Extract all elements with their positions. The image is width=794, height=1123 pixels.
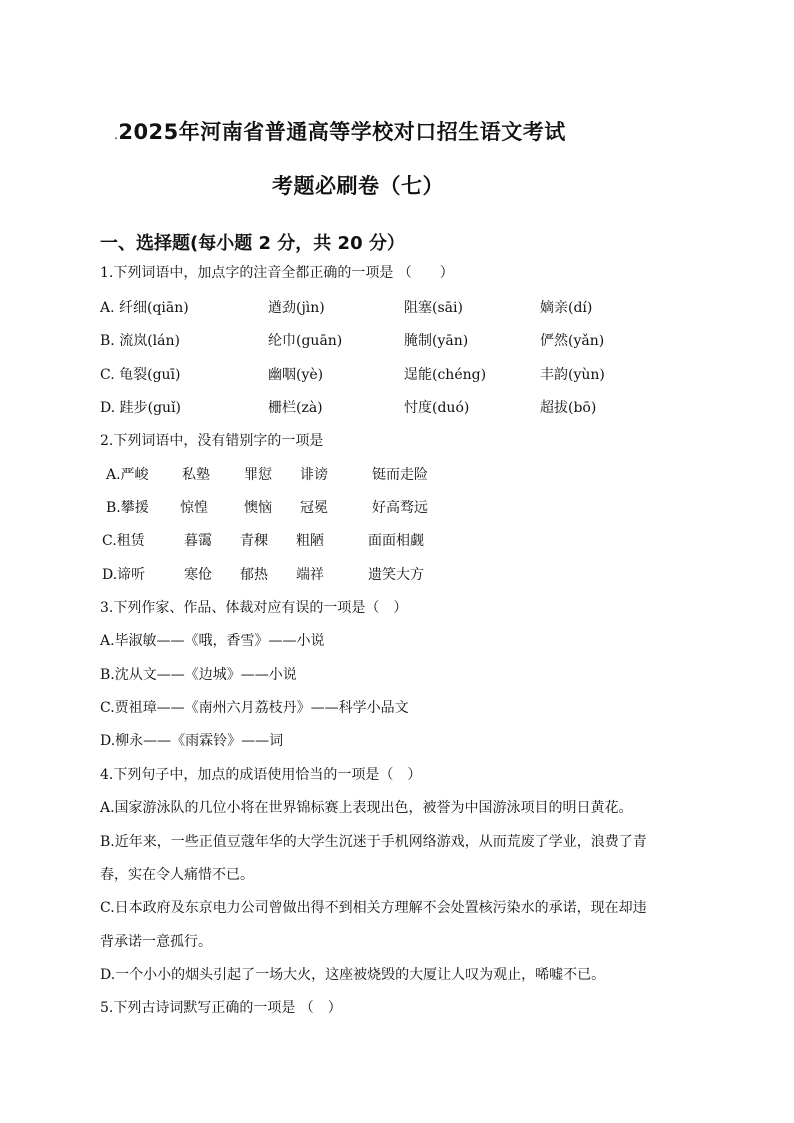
q4-option-d: D.一个小小的烟头引起了一场大火，这座被烧毁的大厦让人叹为观止，唏嘘不已。 xyxy=(100,967,606,983)
q1-a-2: 遒劲(jìn) xyxy=(268,300,325,316)
q1-b-2: 纶巾(guān) xyxy=(268,333,343,349)
q1-a-1: A. 纤细(qiān) xyxy=(100,300,189,316)
q1-a-3: 阻塞(sāi) xyxy=(404,300,463,316)
q1-option-b xyxy=(100,332,740,350)
q1-option-a xyxy=(100,299,740,317)
q3-option-a: A.毕淑敏——《哦，香雪》——小说 xyxy=(100,633,325,649)
title-dot: . xyxy=(114,128,119,142)
q3-stem: 3.下列作家、作品、体裁对应有误的一项是（ ） xyxy=(100,600,408,616)
q1-c-1: C. 龟裂(guī) xyxy=(100,367,181,383)
q1-d-4: 超拔(bō) xyxy=(540,400,597,416)
q2-c-3: 青稞 xyxy=(240,533,268,549)
q3-option-d: D.柳永——《雨霖铃》——词 xyxy=(100,733,284,749)
q1-option-c xyxy=(100,366,740,384)
q2-a-1: A.严峻 xyxy=(106,467,149,483)
q2-d-2: 寒伧 xyxy=(184,567,212,583)
q2-c-1: C.租赁 xyxy=(102,533,145,549)
q2-a-4: 诽谤 xyxy=(300,467,328,483)
exam-title-text: 2025年河南省普通高等学校对口招生语文考试 xyxy=(118,120,566,144)
q2-b-4: 冠冕 xyxy=(300,500,328,516)
q1-a-4: 嫡亲(dí) xyxy=(540,300,593,316)
q1-d-3: 忖度(duó) xyxy=(404,400,470,416)
q2-stem: 2.下列词语中，没有错别字的一项是 xyxy=(100,433,324,449)
q2-d-4: 端祥 xyxy=(296,567,324,583)
q1-b-4: 俨然(yǎn) xyxy=(540,333,605,349)
q1-option-d xyxy=(100,399,740,417)
q4-option-c-line1: C.日本政府及东京电力公司曾做出得不到相关方理解不会处置核污染水的承诺，现在却违 xyxy=(100,900,647,916)
q2-c-4: 粗陋 xyxy=(296,533,324,549)
q3-option-b: B.沈从文——《边城》——小说 xyxy=(100,667,297,683)
q1-stem: 1.下列词语中，加点字的注音全都正确的一项是 （ ） xyxy=(100,265,454,281)
q2-b-5: 好高骛远 xyxy=(372,500,428,516)
q4-option-a: A.国家游泳队的几位小将在世界锦标赛上表现出色，被誉为中国游泳项目的明日黄花。 xyxy=(100,800,633,816)
q4-stem: 4.下列句子中，加点的成语使用恰当的一项是（ ） xyxy=(100,767,422,783)
q1-c-2: 幽咽(yè) xyxy=(268,367,324,383)
q2-c-2: 暮霭 xyxy=(184,533,212,549)
q2-a-2: 私塾 xyxy=(182,467,210,483)
q1-b-1: B. 流岚(lán) xyxy=(100,333,180,349)
exam-title-line1 xyxy=(114,116,566,146)
q2-a-5: 铤而走险 xyxy=(372,467,428,483)
section-heading: 一、选择题(每小题 2 分，共 20 分） xyxy=(100,233,405,254)
q3-option-c: C.贾祖璋——《南州六月荔枝丹》——科学小品文 xyxy=(100,700,409,716)
q2-b-1: B.攀援 xyxy=(106,500,149,516)
q2-b-3: 懊恼 xyxy=(244,500,272,516)
q4-option-b-line2: 春，实在令人痛惜不已。 xyxy=(100,867,254,883)
q2-c-5: 面面相觑 xyxy=(368,533,424,549)
q2-d-1: D.谛听 xyxy=(102,567,146,583)
q4-option-c-line2: 背承诺一意孤行。 xyxy=(100,934,212,950)
exam-title-line2: 考题必刷卷（七） xyxy=(272,174,444,198)
q1-c-4: 丰韵(yùn) xyxy=(540,367,605,383)
q2-d-5: 遗笑大方 xyxy=(368,567,424,583)
q5-stem: 5.下列古诗词默写正确的一项是 （ ） xyxy=(100,1000,342,1016)
q2-a-3: 罪愆 xyxy=(244,467,272,483)
q4-option-b-line1: B.近年来，一些正值豆蔻年华的大学生沉迷于手机网络游戏，从而荒废了学业，浪费了青 xyxy=(100,834,647,850)
q1-b-3: 腌制(yān) xyxy=(404,333,469,349)
q2-d-3: 郁热 xyxy=(240,567,268,583)
q1-d-2: 栅栏(zà) xyxy=(268,400,323,416)
q2-b-2: 惊惶 xyxy=(180,500,208,516)
q1-d-1: D. 跬步(guǐ) xyxy=(100,400,182,416)
q1-c-3: 逞能(chéng) xyxy=(404,367,487,383)
